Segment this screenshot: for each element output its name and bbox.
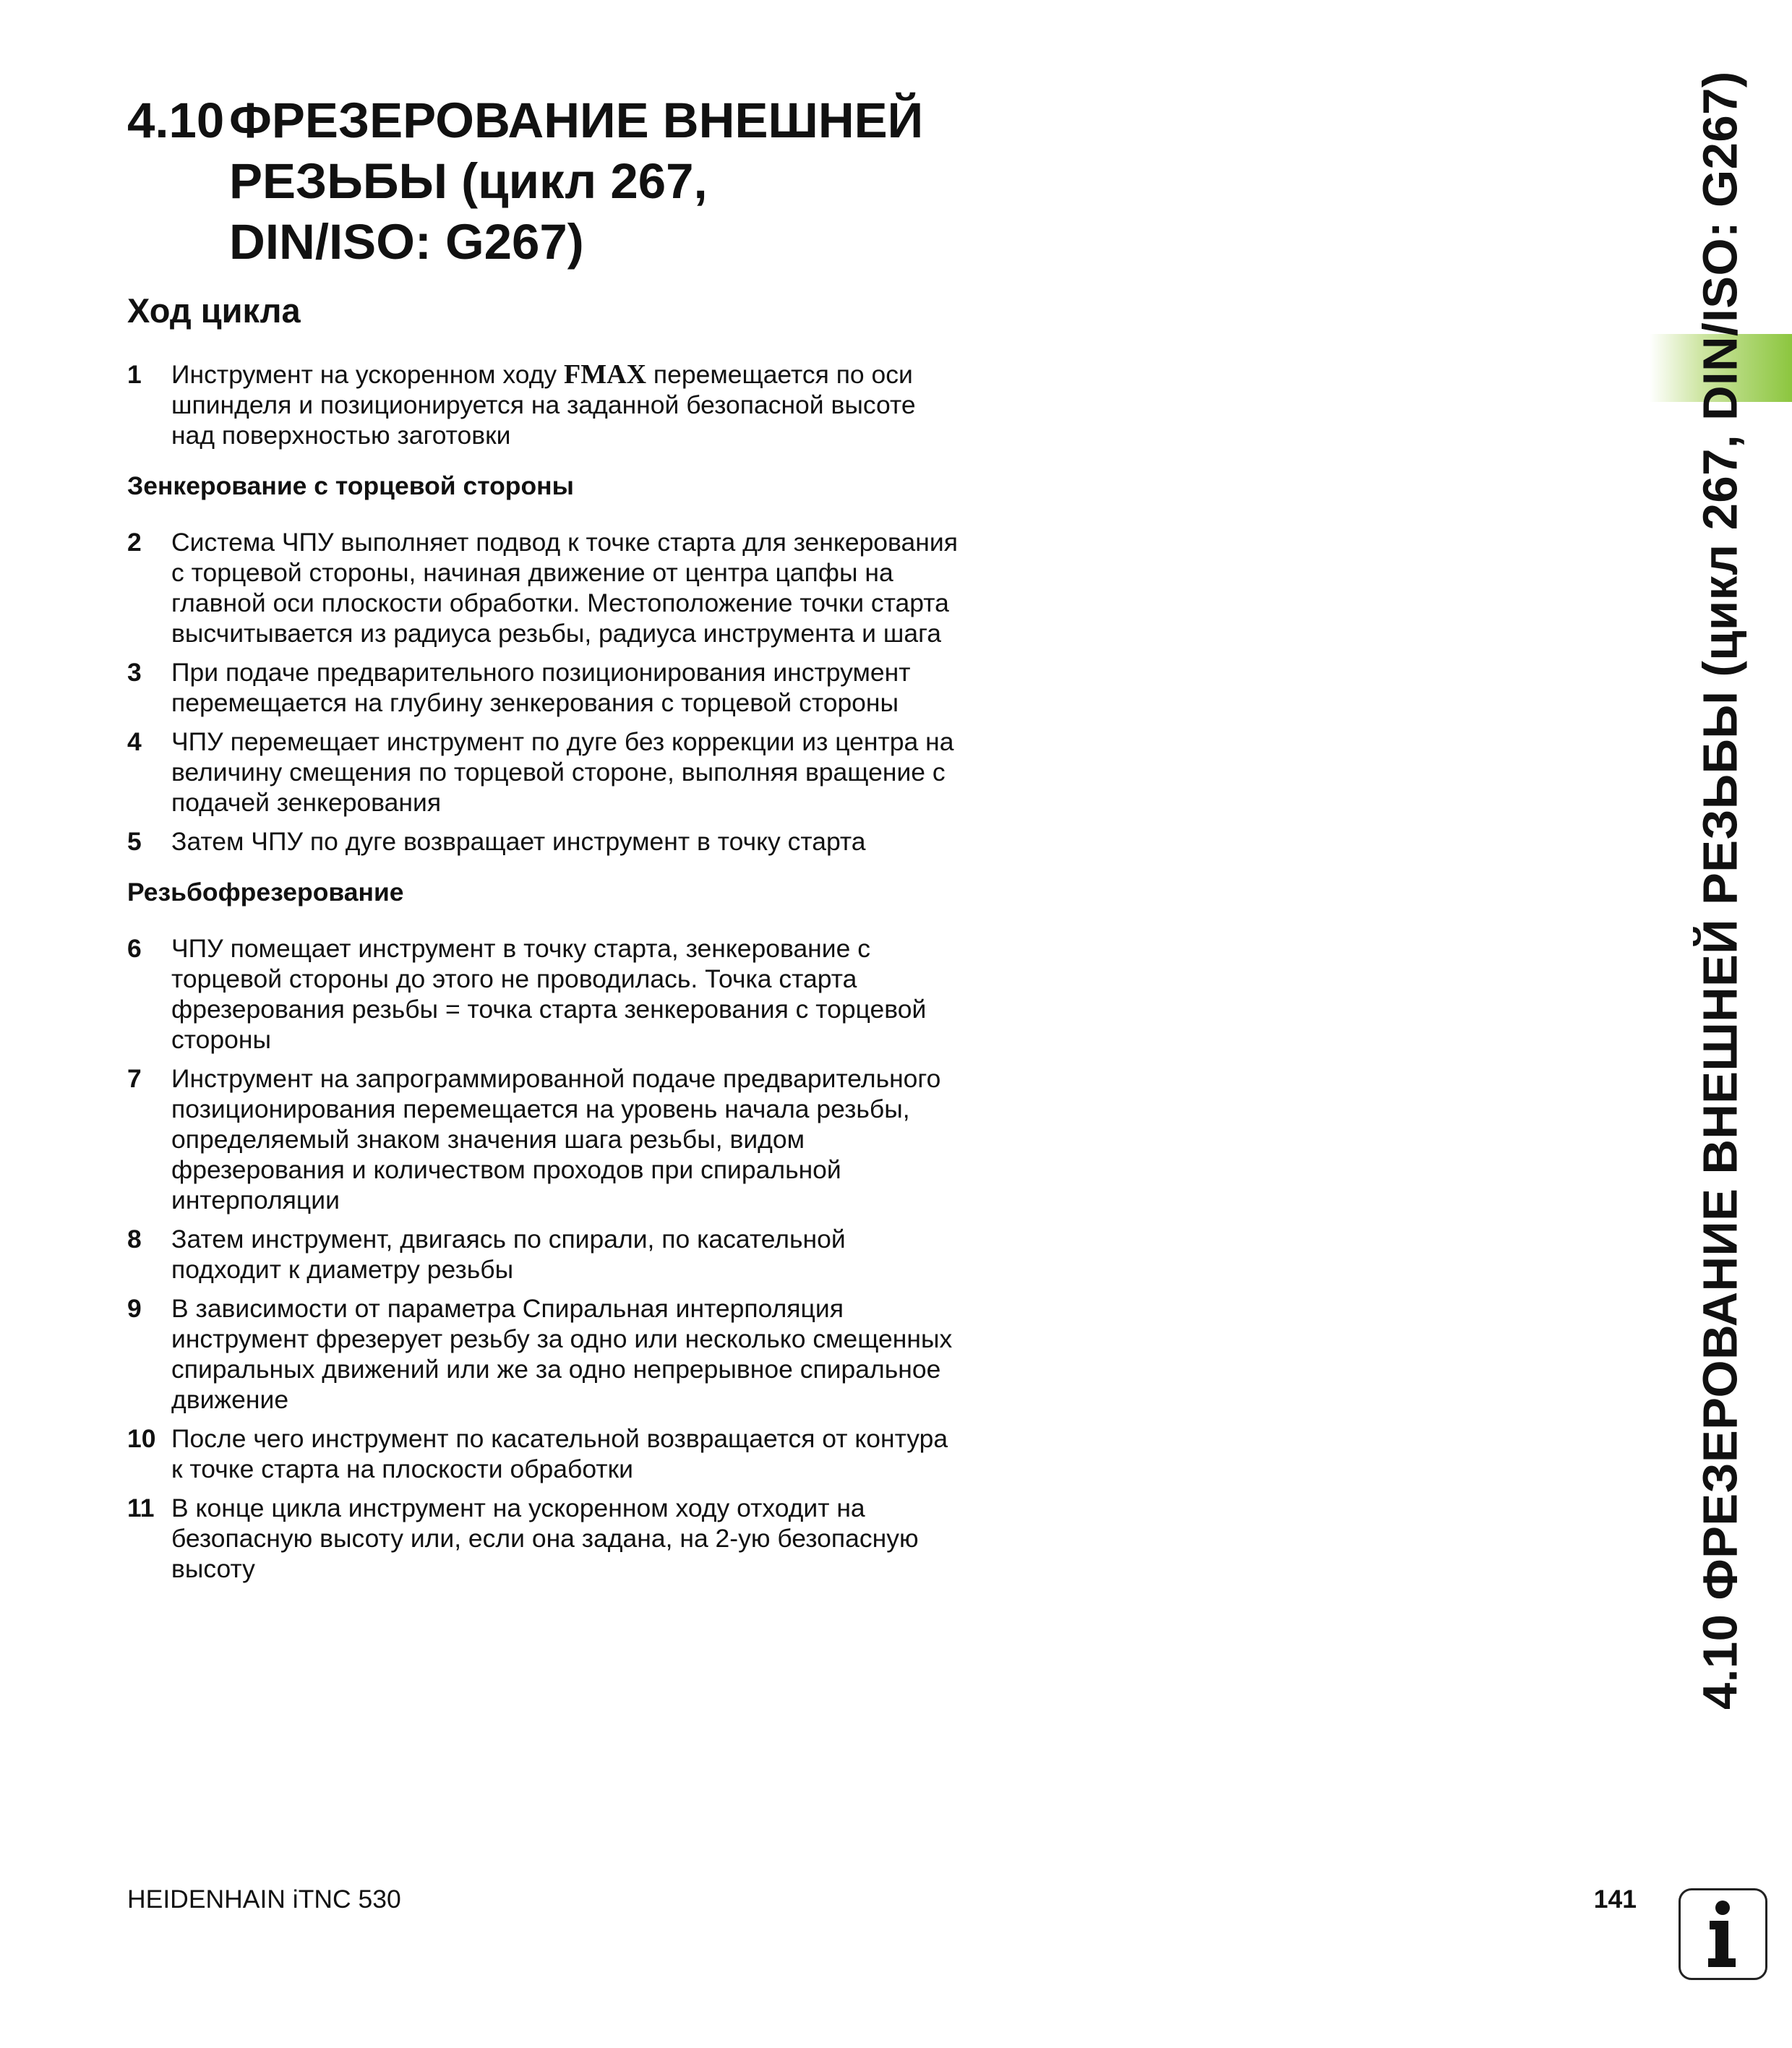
step-text: ЧПУ перемещает инструмент по дуге без коррекции из центра на величину смещения по торцевой стороне, выполняя вращение с подачей зенкерования	[171, 727, 954, 817]
fmax-keyword: FMAX	[564, 359, 647, 390]
footer-product-name: HEIDENHAIN iTNC 530	[127, 1885, 401, 1914]
step-number: 1	[127, 360, 142, 389]
chapter-title-line-3: DIN/ISO: G267)	[229, 214, 584, 270]
step-item	[127, 826, 959, 857]
info-icon	[1679, 1888, 1767, 1980]
step-text-end: перемещается по оси шпинделя и позиционируется на заданной безопасной высоте над поверхностью заготовки	[171, 360, 916, 450]
step-number: 6	[127, 934, 142, 963]
step-text: ЧПУ помещает инструмент в точку старта, зенкерование с торцевой стороны до этого не проводилась. Точка старта фрезерования резьбы = точка старта зенкерования с торцевой стороны	[171, 934, 927, 1054]
step-text: Затем инструмент, двигаясь по спирали, по касательной подходит к диаметру резьбы	[171, 1225, 846, 1284]
page-number: 141	[1593, 1885, 1637, 1914]
step-item	[127, 657, 959, 718]
side-chapter-tab	[1663, 71, 1778, 1710]
chapter-title	[127, 90, 995, 273]
step-text: Инструмент на запрограммированной подаче предварительного позиционирования перемещается на уровень начала резьбы, определяемый знаком значения шага резьбы, видом фрезерования и количеством проходов при спиральной интерполяции	[171, 1064, 941, 1214]
step-number: 3	[127, 658, 142, 687]
step-number: 5	[127, 827, 142, 856]
step-text: В конце цикла инструмент на ускоренном ходу отходит на безопасную высоту или, если она задана, на 2-ую безопасную высоту	[171, 1494, 919, 1583]
section-heading: Ход цикла	[127, 291, 301, 330]
step-number: 9	[127, 1294, 142, 1323]
step-number: 2	[127, 528, 142, 557]
step-item	[127, 933, 959, 1055]
step-item	[127, 1293, 959, 1415]
subheading-countersink: Зенкерование с торцевой стороны	[127, 471, 574, 500]
step-item	[127, 527, 959, 648]
cycle-steps	[127, 359, 959, 1593]
step-text: При подаче предварительного позиционирования инструмент перемещается на глубину зенкерования с торцевой стороны	[171, 658, 911, 717]
step-number: 11	[127, 1494, 155, 1522]
step-text: Затем ЧПУ по дуге возвращает инструмент в точку старта	[171, 827, 866, 856]
info-icon-glyph	[1681, 1890, 1765, 1978]
step-item	[127, 359, 959, 450]
step-text: Система ЧПУ выполняет подвод к точке старта для зенкерования с торцевой стороны, начиная движение от центра цапфы на главной оси плоскости обработки. Местоположение точки старта высчитывается из радиуса резьбы, радиуса инструмента и шага	[171, 528, 958, 648]
step-number: 4	[127, 727, 142, 756]
subheading-thread-milling: Резьбофрезерование	[127, 878, 404, 907]
step-number: 10	[127, 1424, 156, 1453]
step-item	[127, 1224, 959, 1285]
step-item	[127, 1493, 959, 1584]
step-item	[127, 1063, 959, 1215]
step-number: 8	[127, 1225, 142, 1254]
chapter-title-line-2: РЕЗЬБЫ (цикл 267,	[229, 153, 708, 209]
side-chapter-tab-text: 4.10 ФРЕЗЕРОВАНИЕ ВНЕШНЕЙ РЕЗЬБЫ (цикл 267, DIN/ISO: G267)	[1693, 71, 1748, 1710]
step-text: В зависимости от параметра Спиральная интерполяция инструмент фрезерует резьбу за одно или несколько смещенных спиральных движений или же за одно непрерывное спиральное движение	[171, 1294, 953, 1414]
step-text-start: Инструмент на ускоренном ходу	[171, 360, 565, 389]
step-item	[127, 727, 959, 818]
step-number: 7	[127, 1064, 142, 1093]
chapter-title-line-1: ФРЕЗЕРОВАНИЕ ВНЕШНЕЙ	[229, 93, 924, 148]
step-item	[127, 1423, 959, 1484]
chapter-number: 4.10	[127, 93, 225, 148]
step-text: После чего инструмент по касательной возвращается от контура к точке старта на плоскости обработки	[171, 1424, 948, 1483]
